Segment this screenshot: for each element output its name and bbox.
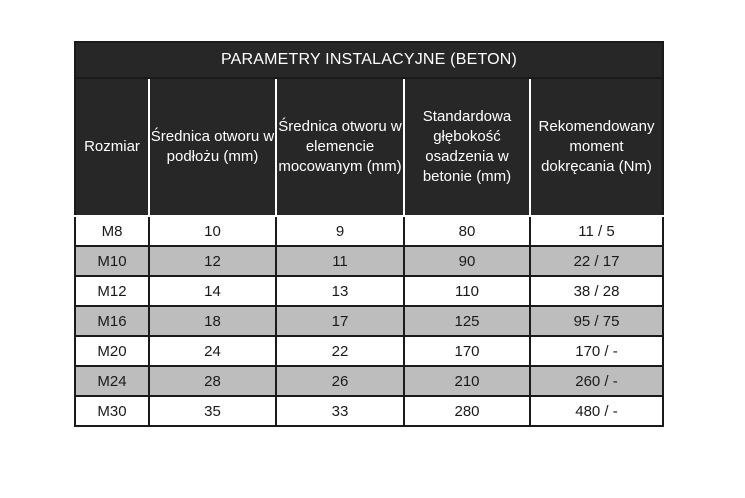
depth-cell: 90 xyxy=(404,246,530,276)
table-row xyxy=(75,366,663,396)
size-cell: M10 xyxy=(75,246,149,276)
table-row xyxy=(75,246,663,276)
col-header-size: Rozmiar xyxy=(75,78,149,216)
depth-cell: 210 xyxy=(404,366,530,396)
table-row xyxy=(75,216,663,246)
depth-cell: 125 xyxy=(404,306,530,336)
table-row xyxy=(75,306,663,336)
fixture-hole-cell: 9 xyxy=(276,216,404,246)
size-cell: M16 xyxy=(75,306,149,336)
table-body xyxy=(75,216,663,426)
fixture-hole-cell: 13 xyxy=(276,276,404,306)
size-cell: M12 xyxy=(75,276,149,306)
substrate-hole-cell: 14 xyxy=(149,276,276,306)
table-row xyxy=(75,276,663,306)
col-header-substrate-hole-diameter: Średnica otworu w podłożu (mm) xyxy=(149,78,276,216)
depth-cell: 110 xyxy=(404,276,530,306)
substrate-hole-cell: 12 xyxy=(149,246,276,276)
depth-cell: 80 xyxy=(404,216,530,246)
substrate-hole-cell: 24 xyxy=(149,336,276,366)
torque-cell: 170 / - xyxy=(530,336,663,366)
fixture-hole-cell: 33 xyxy=(276,396,404,426)
substrate-hole-cell: 35 xyxy=(149,396,276,426)
table-row xyxy=(75,336,663,366)
table-row xyxy=(75,396,663,426)
torque-cell: 38 / 28 xyxy=(530,276,663,306)
torque-cell: 260 / - xyxy=(530,366,663,396)
fixture-hole-cell: 26 xyxy=(276,366,404,396)
size-cell: M24 xyxy=(75,366,149,396)
col-header-fixture-hole-diameter: Średnica otworu w elemencie mocowanym (mm) xyxy=(276,78,404,216)
title-row xyxy=(75,42,663,78)
table-title: PARAMETRY INSTALACYJNE (BETON) xyxy=(75,42,663,78)
torque-cell: 11 / 5 xyxy=(530,216,663,246)
header-row xyxy=(75,78,663,216)
size-cell: M30 xyxy=(75,396,149,426)
depth-cell: 170 xyxy=(404,336,530,366)
substrate-hole-cell: 18 xyxy=(149,306,276,336)
col-header-torque: Rekomendowany moment dokręcania (Nm) xyxy=(530,78,663,216)
substrate-hole-cell: 10 xyxy=(149,216,276,246)
depth-cell: 280 xyxy=(404,396,530,426)
fixture-hole-cell: 22 xyxy=(276,336,404,366)
size-cell: M8 xyxy=(75,216,149,246)
torque-cell: 95 / 75 xyxy=(530,306,663,336)
installation-parameters-table xyxy=(74,41,664,427)
torque-cell: 22 / 17 xyxy=(530,246,663,276)
substrate-hole-cell: 28 xyxy=(149,366,276,396)
col-header-embedment-depth: Standardowa głębokość osadzenia w betonie (mm) xyxy=(404,78,530,216)
torque-cell: 480 / - xyxy=(530,396,663,426)
fixture-hole-cell: 17 xyxy=(276,306,404,336)
fixture-hole-cell: 11 xyxy=(276,246,404,276)
size-cell: M20 xyxy=(75,336,149,366)
